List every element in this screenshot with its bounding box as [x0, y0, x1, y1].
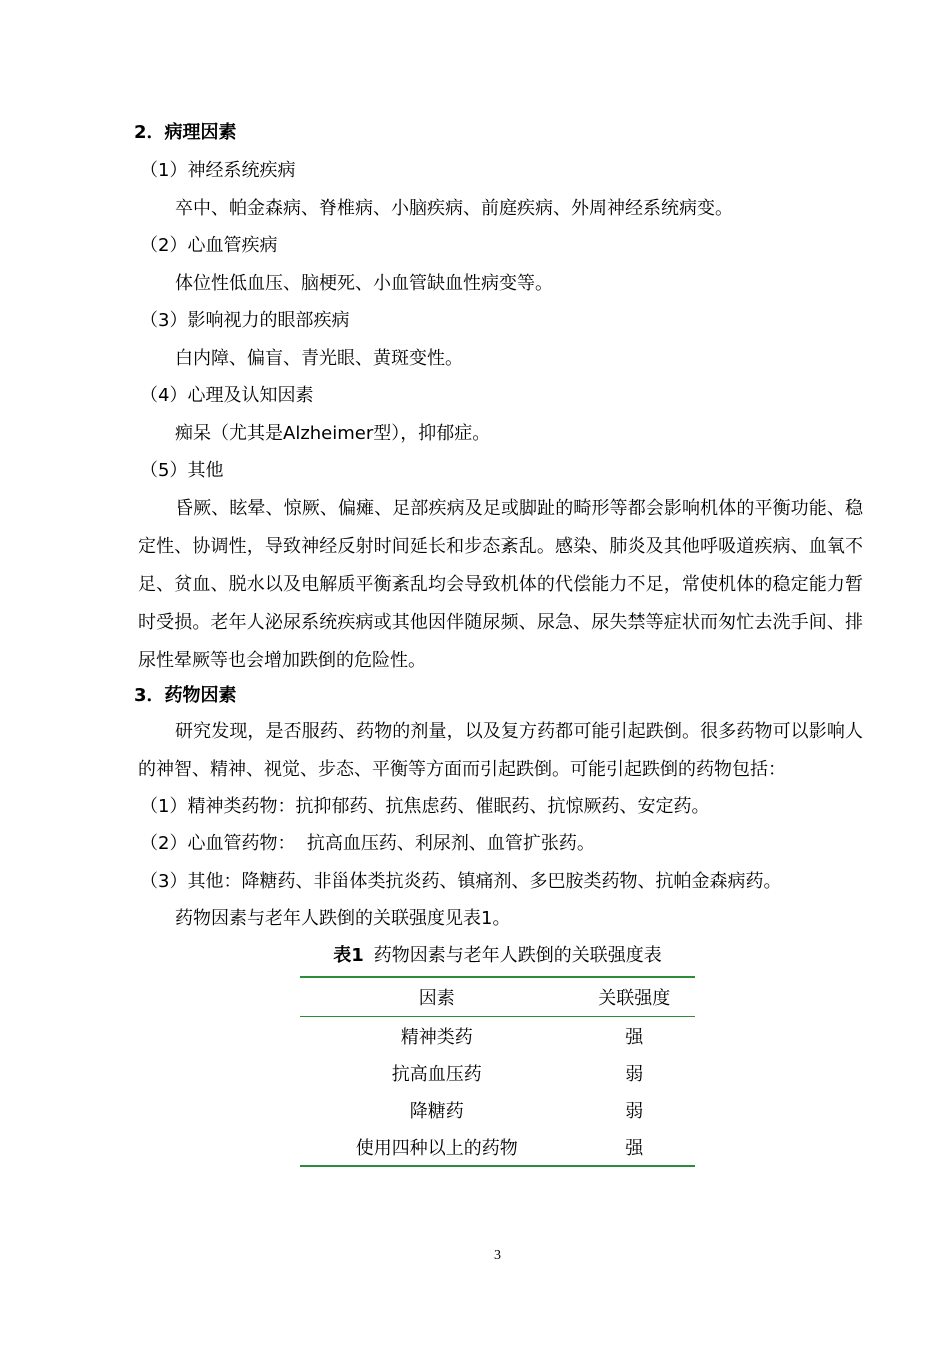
section-heading-drugs: 3．药物因素 [134, 685, 237, 706]
table-reference-text: 药物因素与老年人跌倒的关联强度见表1。 [175, 908, 511, 929]
table-caption-title: 药物因素与老年人跌倒的关联强度表 [373, 945, 662, 966]
table-cell-factor: 抗高血压药 [391, 1063, 482, 1085]
table-row [300, 1017, 695, 1055]
drug-association-table [300, 976, 695, 1167]
table-cell-factor: 降糖药 [409, 1100, 464, 1122]
table-caption [300, 944, 695, 968]
drug-item-other [140, 870, 781, 894]
item-label-other: （5）其他 [140, 460, 224, 481]
table-row [300, 1054, 695, 1091]
table-cell-strength: 强 [573, 1128, 695, 1166]
item-detail-cardio: 体位性低血压、脑梗死、小血管缺血性病变等。 [175, 273, 553, 294]
table-cell-factor: 使用四种以上的药物 [300, 1128, 573, 1166]
drug-item-detail: 抗抑郁药、抗焦虑药、催眠药、抗惊厥药、安定药。 [295, 796, 710, 817]
item-detail-eye: 白内障、偏盲、青光眼、黄斑变性。 [175, 348, 463, 369]
section-heading-pathology: 2．病理因素 [134, 122, 237, 143]
table-cell-strength: 弱 [625, 1100, 644, 1122]
drug-item-label: （3）其他： [140, 871, 242, 892]
paragraph-other-factors: 昏厥、眩晕、惊厥、偏瘫、足部疾病及足或脚趾的畸形等都会影响机体的平衡功能、稳定性、协调性，导致神经反射时间延长和步态紊乱。感染、肺炎及其他呼吸道疾病、血氧不足、贫血、脱水以及电解质平衡紊乱均会导致机体的代偿能力不足，常使机体的稳定能力暂时受损。老年人泌尿系统疾病或其他因伴随尿频、尿急、尿失禁等症状而匆忙去洗手间、排尿性晕厥等也会增加跌倒的危险性。 [138, 498, 863, 671]
table-row [300, 1091, 695, 1128]
paragraph-drug-research: 研究发现，是否服药、药物的剂量，以及复方药都可能引起跌倒。很多药物可以影响人的神智、精神、视觉、步态、平衡等方面而引起跌倒。可能引起跌倒的药物包括： [138, 721, 863, 780]
page-number: 3 [494, 1248, 501, 1263]
drug-item-detail: 抗高血压药、利尿剂、血管扩张药。 [295, 833, 595, 854]
table-header-row [300, 977, 695, 1017]
item-label-eye: （3）影响视力的眼部疾病 [140, 310, 350, 331]
table-cell-factor: 精神类药 [400, 1026, 473, 1048]
drug-item-psychiatric [140, 795, 709, 819]
item-detail-neuro: 卒中、帕金森病、脊椎病、小脑疾病、前庭疾病、外周神经系统病变。 [175, 198, 733, 219]
table-header-cell: 因素 [300, 977, 573, 1017]
table-cell-strength: 弱 [625, 1063, 644, 1085]
table-row [300, 1128, 695, 1166]
item-label-psych: （4）心理及认知因素 [140, 385, 314, 406]
table-caption-number: 表1 [333, 945, 364, 966]
table-header-cell: 关联强度 [573, 977, 695, 1017]
item-detail-psych: 痴呆（尤其是Alzheimer型），抑郁症。 [175, 423, 491, 444]
item-label-neuro: （1）神经系统疾病 [140, 160, 296, 181]
item-label-cardio: （2）心血管疾病 [140, 235, 278, 256]
table-cell-strength: 强 [625, 1026, 644, 1048]
drug-item-label: （1）精神类药物： [140, 796, 296, 817]
drug-item-label: （2）心血管药物： [140, 833, 296, 854]
drug-item-detail: 降糖药、非甾体类抗炎药、镇痛剂、多巴胺类药物、抗帕金森病药。 [241, 871, 782, 892]
drug-item-cardiovascular [140, 832, 595, 856]
